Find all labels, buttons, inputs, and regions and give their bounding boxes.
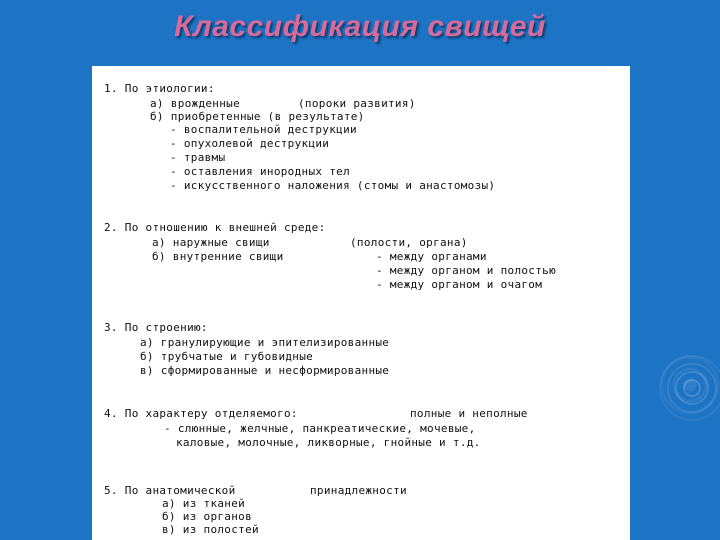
section-1-subitem: - травмы: [170, 151, 226, 164]
scanned-document: [92, 66, 630, 540]
section-4-line: - слюнные, желчные, панкреатические, мочевые,: [164, 422, 476, 435]
slide-title: Классификация свищей: [174, 10, 546, 43]
section-5-item: б) из органов: [162, 510, 252, 523]
section-1-subitem: - оставления инородных тел: [170, 165, 350, 178]
section-5-note: принадлежности: [310, 484, 407, 497]
section-2-subitem: - между органом и полостью: [376, 264, 556, 277]
section-2-item-a: а) наружные свищи: [152, 236, 270, 249]
section-4-note: полные и неполные: [410, 407, 528, 420]
section-3-item: а) гранулирующие и эпителизированные: [140, 336, 390, 349]
section-3-item: б) трубчатые и губовидные: [140, 350, 314, 363]
section-1-subitem: - опухолевой деструкции: [170, 137, 330, 150]
section-3-item: в) сформированные и несформированные: [140, 364, 390, 377]
section-1-item-a: а) врожденные: [150, 97, 240, 110]
section-2-subitem: - между органами: [376, 250, 487, 263]
section-4-heading: 4. По характеру отделяемого:: [104, 407, 298, 420]
swirl-decoration: [640, 350, 720, 430]
section-5-heading: 5. По анатомической: [104, 484, 236, 497]
section-2-subitem: - между органом и очагом: [376, 278, 543, 291]
section-1-subitem: - искусственного наложения (стомы и анастомозы): [170, 179, 496, 192]
section-1-heading: 1. По этиологии:: [104, 82, 215, 95]
section-1-item-a-note: (пороки развития): [298, 97, 416, 110]
section-1-subitem: - воспалительной деструкции: [170, 123, 357, 136]
section-2-heading: 2. По отношению к внешней среде:: [104, 221, 326, 234]
section-3-heading: 3. По строению:: [104, 321, 208, 334]
section-4-line: каловые, молочные, ликворные, гнойные и т.д.: [176, 436, 481, 449]
section-2-item-b: б) внутренние свищи: [152, 250, 284, 263]
section-2-item-a-note: (полости, органа): [350, 236, 468, 249]
section-1-item-b: б) приобретенные (в результате): [150, 110, 365, 123]
section-5-item: в) из полостей: [162, 523, 259, 536]
section-5-item: а) из тканей: [162, 497, 246, 510]
